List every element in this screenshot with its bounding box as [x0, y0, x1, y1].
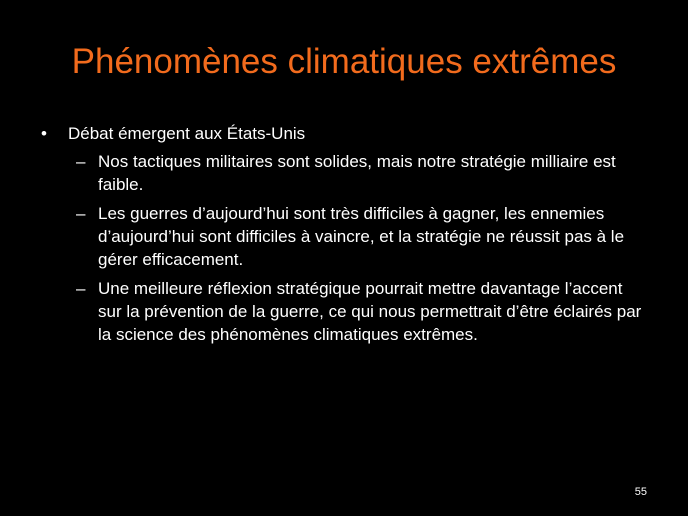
slide-title: Phénomènes climatiques extrêmes: [71, 42, 617, 81]
sub-bullet: [0, 202, 688, 271]
sub-bullet-marker: –: [76, 152, 86, 171]
sub-bullet-text: Une meilleure réflexion stratégique pourrait mettre davantage l’accent sur la prévention de la guerre, ce qui nous permettrait d’être éclairés par la science des phénomènes climatiques extrêmes.: [98, 279, 642, 344]
sub-bullet-text: Nos tactiques militaires sont solides, mais notre stratégie milliaire est faible.: [98, 152, 616, 194]
sub-bullet-marker: –: [76, 279, 86, 298]
sub-bullet: [0, 150, 688, 196]
sub-bullet-text: Les guerres d’aujourd’hui sont très difficiles à gagner, les ennemies d’aujourd’hui sont difficiles à vaincre, et la stratégie ne réussit pas à le gérer efficacement.: [98, 204, 625, 269]
bullet-marker: •: [41, 124, 47, 143]
sub-bullet: [0, 277, 688, 346]
main-bullet: [0, 122, 688, 145]
page-number: 55: [634, 486, 647, 498]
sub-bullet-marker: –: [76, 204, 86, 223]
slide-content: [0, 122, 688, 346]
main-bullet-text: Débat émergent aux États-Unis: [68, 124, 306, 143]
